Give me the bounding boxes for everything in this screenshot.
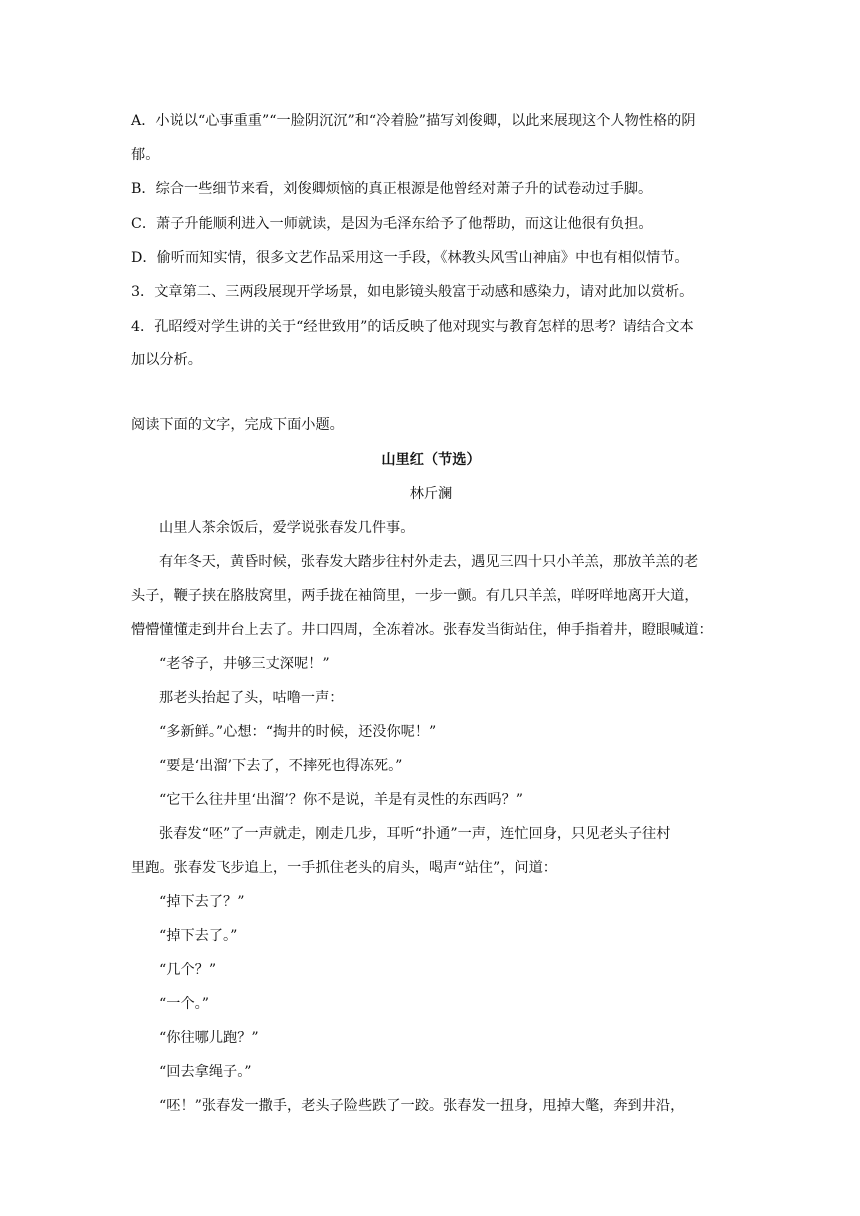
passage-line: “回去拿绳子。” — [159, 1064, 252, 1080]
option-b: B．综合一些细节来看，刘俊卿烦恼的真正根源是他曾经对萧子升的试卷动过手脚。 — [131, 181, 653, 197]
passage-line: 里跑。张春发飞步追上，一手抓住老头的肩头，喝声“站住”，问道： — [131, 860, 557, 876]
passage-line: “呸！”张春发一撒手，老头子险些跌了一跤。张春发一扭身，甩掉大氅，奔到井沿， — [159, 1098, 685, 1114]
passage-line: “掉下去了？” — [159, 894, 245, 910]
passage-line: 张春发“呸”了一声就走，刚走几步，耳听“扑通”一声，连忙回身，只见老头子往村 — [159, 826, 671, 842]
passage-line: “老爷子，井够三丈深呢！” — [159, 656, 330, 672]
option-a-line-2: 郁。 — [131, 147, 160, 163]
option-a-line-1: A．小说以“心事重重”“一脸阴沉沉”和“冷着脸”描写刘俊卿，以此来展现这个人物性格的阴 — [131, 113, 696, 129]
passage-line: “它干么往井里‘出溜’？你不是说，羊是有灵性的东西吗？” — [159, 792, 524, 808]
passage-line: “一个。” — [159, 996, 209, 1012]
question-3: 3．文章第二、三两段展现开学场景，如电影镜头般富于动感和感染力，请对此加以赏析。 — [131, 284, 694, 300]
question-4-line-2: 加以分析。 — [131, 352, 202, 368]
passage-line: 头子，鞭子挟在胳肢窝里，两手拢在袖筒里，一步一颤。有几只羊羔，咩呀咩地离开大道， — [131, 588, 699, 604]
passage-line: 有年冬天，黄昏时候，张春发大踏步往村外走去，遇见三四十只小羊羔，那放羊羔的老 — [159, 554, 699, 570]
option-c: C．萧子升能顺利进入一师就读，是因为毛泽东给予了他帮助，而这让他很有负担。 — [131, 216, 653, 232]
passage-line: “你往哪儿跑？” — [159, 1030, 259, 1046]
passage-title: 山里红（节选） — [381, 452, 481, 468]
passage-line: 懵懵懂懂走到井台上去了。井口四周，全冻着冰。张春发当街站住，伸手指着井，瞪眼喊道： — [131, 622, 713, 638]
passage-line: “多新鲜。”心想：“掏井的时候，还没你呢！” — [159, 724, 437, 740]
passage-line: “掉下去了。” — [159, 928, 238, 944]
passage-line: “要是‘出溜’下去了，不摔死也得冻死。” — [159, 758, 403, 774]
passage-line: 那老头抬起了头，咕噜一声： — [159, 690, 344, 706]
passage-author: 林斤澜 — [409, 486, 453, 502]
reading-instruction: 阅读下面的文字，完成下面小题。 — [131, 417, 344, 433]
passage-line: 山里人茶余饭后，爱学说张春发几件事。 — [159, 520, 415, 536]
question-4-line-1: 4．孔昭绶对学生讲的关于“经世致用”的话反映了他对现实与教育怎样的思考？请结合文本 — [131, 319, 694, 335]
passage-line: “几个？” — [159, 962, 217, 978]
option-d: D．偷听而知实情，很多文艺作品采用这一手段，《林教头风雪山神庙》中也有相似情节。 — [131, 250, 689, 266]
